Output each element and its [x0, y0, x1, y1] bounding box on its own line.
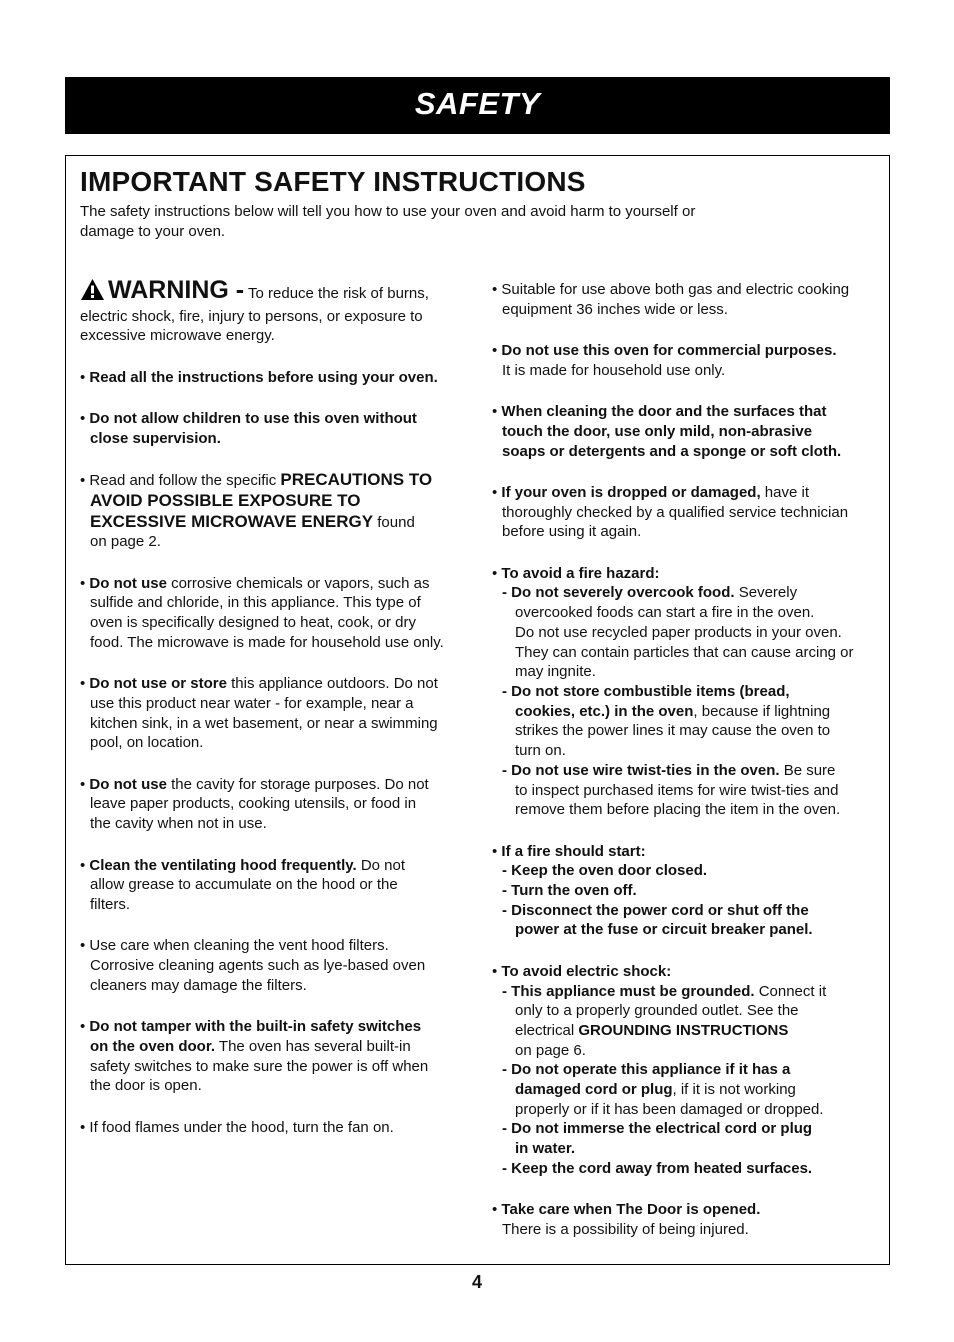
page-number: 4 [471, 1272, 482, 1292]
list-item: • Do not use or store this appliance outdoors. Do not use this product near water - for example, near a kitchen sink, in a wet basement, or near a swimming pool, on location. [80, 675, 438, 752]
list-item: • Suitable for use above both gas and electric cooking equipment 36 inches wide or less. [492, 281, 850, 318]
list-item: • Take care when The Door is opened. There is a possibility of being injured. [492, 1201, 761, 1238]
list-item: • Read all the instructions before using your oven. [80, 368, 438, 386]
list-item: • If food flames under the hood, turn the fan on. [80, 1118, 394, 1136]
list-item: • Read and follow the specific PRECAUTIONS TO AVOID POSSIBLE EXPOSURE TO EXCESSIVE MICROWAVE ENERGY found on page 2. [80, 470, 433, 551]
banner-title: SAFETY [414, 86, 541, 121]
list-item: • Do not tamper with the built-in safety switches on the oven door. The oven has several built-in safety switches to make sure the power is off when the door is open. [80, 1018, 429, 1095]
instructions-box [65, 155, 890, 1265]
list-item: • When cleaning the door and the surfaces that touch the door, use only mild, non-abrasive soaps or detergents and a sponge or soft cloth. [492, 403, 842, 460]
list-item: • Do not use this oven for commercial purposes. It is made for household use only. [492, 342, 837, 379]
right-column [492, 280, 878, 1240]
list-item: • Do not allow children to use this oven without close supervision. [80, 410, 417, 447]
list-item: • If your oven is dropped or damaged, have it thoroughly checked by a qualified service technician before using it again. [492, 483, 849, 541]
left-column [80, 278, 472, 1137]
section-banner [65, 77, 890, 134]
list-item: • Do not use corrosive chemicals or vapors, such as sulfide and chloride, in this appliance. This type of oven is specifically designed to heat, cook, or dry food. The microwave is made for household use only. [80, 574, 444, 651]
warning-block: WARNING - To reduce the risk of burns, electric shock, fire, injury to persons, or exposure to excessive microwave energy. [80, 276, 429, 345]
list-item-fire-start: • If a fire should start: - Keep the oven door closed. - Turn the oven off. - Disconnect the power cord or shut off the power at the fuse or circuit breaker panel. [492, 842, 813, 939]
section-heading: IMPORTANT SAFETY INSTRUCTIONS [80, 166, 586, 197]
list-item-electric-shock: • To avoid electric shock: - This appliance must be grounded. Connect it only to a properly grounded outlet. See the electrical GROUNDING INSTRUCTIONS on page 6. - Do not operate this appliance if it has a damaged cord or plug, if it is not working properly or if it has been damaged or dropped. - Do not immerse the electrical cord or plug in water. - Keep the cord away from heated surfaces. [492, 962, 827, 1177]
warning-triangle-icon [80, 278, 105, 307]
list-item: • Do not use the cavity for storage purposes. Do not leave paper products, cooking utensils, or food in the cavity when not in use. [80, 775, 429, 833]
list-item: • Clean the ventilating hood frequently. Do not allow grease to accumulate on the hood or the filters. [80, 856, 406, 913]
list-item-fire-hazard: • To avoid a fire hazard: - Do not severely overcook food. Severely overcooked foods can start a fire in the oven. Do not use recycled paper products in your oven. They can contain particles that can cause arcing or may ingnite. - Do not store combustible items (bread, cookies, etc.) in the oven, because if lightning strikes the power lines it may cause the oven to turn on. - Do not use wire twist-ties in the oven. Be sure to inspect purchased items for wire twist-ties and remove them before placing the item in the oven. [492, 564, 854, 819]
intro-text: The safety instructions below will tell you how to use your oven and avoid harm to yourself or damage to your oven. [80, 203, 696, 240]
warning-label: WARNING - [108, 276, 245, 304]
list-item: • Use care when cleaning the vent hood filters. Corrosive cleaning agents such as lye-based oven cleaners may damage the filters. [80, 937, 426, 994]
